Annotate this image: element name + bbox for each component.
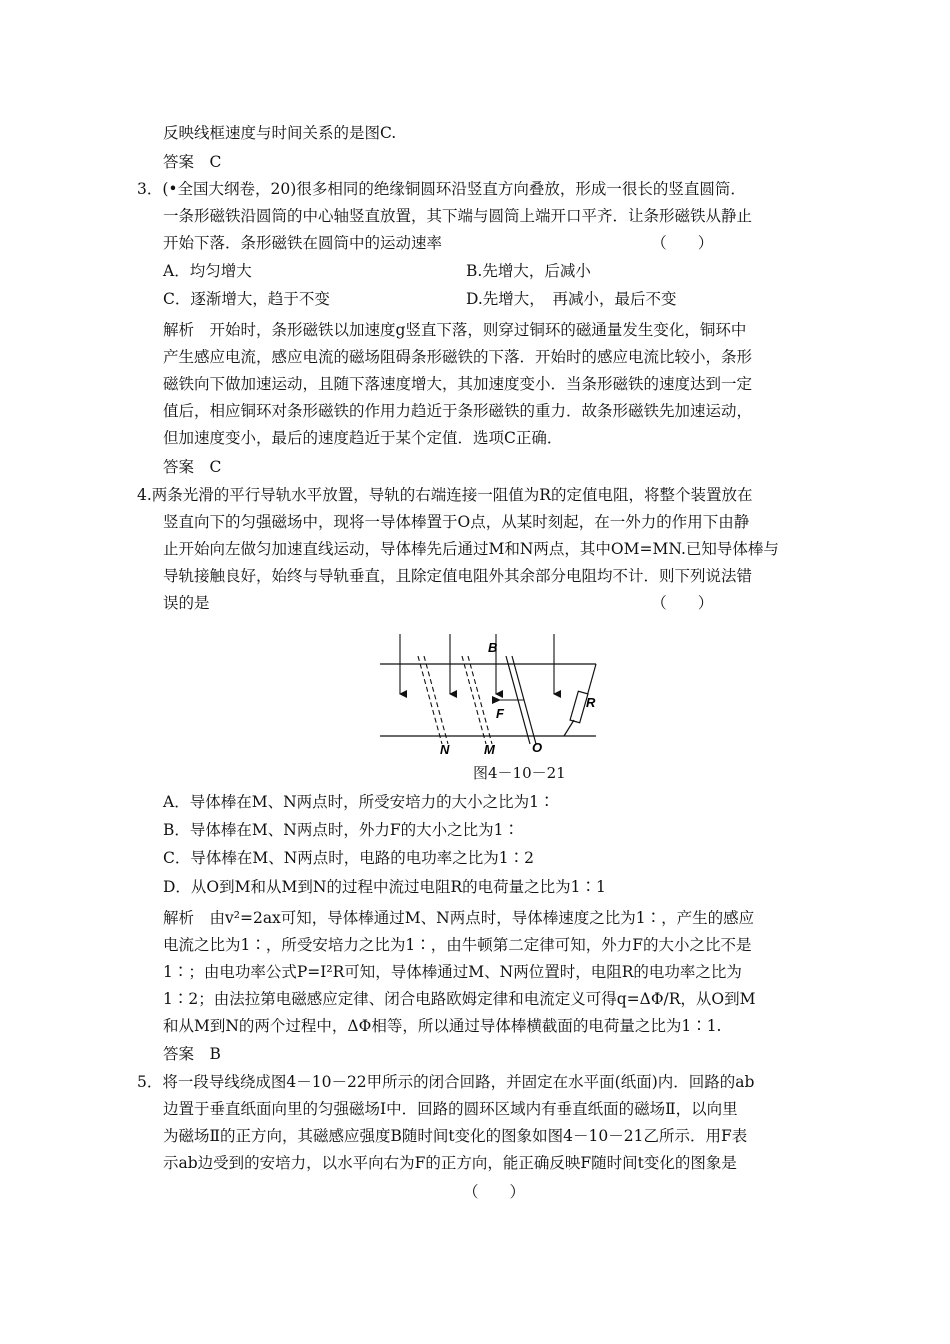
option-c: C．逐渐增大，趋于不变: [163, 290, 330, 308]
label-f: F: [496, 706, 504, 721]
question-3-line: 3．(•全国大纲卷，20)很多相同的绝缘铜圆环沿竖直方向叠放，形成一很长的竖直圆筒．: [137, 180, 746, 198]
question-3-line: 一条形磁铁沿圆筒的中心轴竖直放置，其下端与圆筒上端开口平齐．让条形磁铁从静止: [163, 207, 753, 225]
question-4-line: 导轨接触良好，始终与导轨垂直，且除定值电阻外其余部分电阻均不计．则下列说法错: [163, 567, 753, 585]
label-r: R: [586, 695, 596, 710]
answer-line: 答案 C: [163, 153, 222, 171]
question-3-line: 开始下落．条形磁铁在圆筒中的运动速率 （ ）: [163, 234, 714, 252]
label-m: M: [484, 742, 495, 756]
text-line: 反映线框速度与时间关系的是图C.: [163, 124, 397, 142]
question-4-line: 误的是 （ ）: [163, 594, 714, 612]
label-o: O: [532, 740, 543, 755]
answer-line: 答案 B: [163, 1045, 221, 1063]
answer-line: 答案 C: [163, 458, 222, 476]
rail-diagram: [378, 634, 718, 756]
bar-position-m: [462, 656, 486, 744]
analysis-line: 磁铁向下做加速运动，且随下落速度增大，其加速度变小．当条形磁铁的速度达到一定: [163, 375, 753, 393]
question-5-line: 5．将一段导线绕成图4－10－22甲所示的闭合回路，并固定在水平面(纸面)内．回路的ab: [137, 1073, 755, 1091]
analysis-line: 和从M到N的两个过程中，ΔΦ相等，所以通过导体棒横截面的电荷量之比为1∶1.: [163, 1017, 722, 1035]
option-d: D.先增大， 再减小，最后不变: [466, 290, 677, 308]
option-a: A．均匀增大: [163, 262, 252, 280]
label-b: B: [488, 640, 498, 655]
analysis-line: 解析 由v²=2ax可知，导体棒通过M、N两点时，导体棒速度之比为1∶，产生的感应: [163, 909, 755, 927]
analysis-line: 值后，相应铜环对条形磁铁的作用力趋近于条形磁铁的重力．故条形磁铁先加速运动，: [163, 402, 753, 420]
answer-bracket: （ ）: [463, 1183, 526, 1201]
option-d: D．从O到M和从M到N的过程中流过电阻R的电荷量之比为1∶1: [163, 878, 606, 896]
analysis-line: 1∶2；由法拉第电磁感应定律、闭合电路欧姆定律和电流定义可得q=ΔΦ/R，从O到M: [163, 990, 756, 1008]
question-5-line: 边置于垂直纸面向里的匀强磁场Ⅰ中．回路的圆环区域内有垂直纸面的磁场Ⅱ，以向里: [163, 1100, 738, 1118]
right-end-wire-bottom: [571, 728, 578, 736]
analysis-line: 产生感应电流，感应电流的磁场阻碍条形磁铁的下落．开始时的感应电流比较小，条形: [163, 348, 753, 366]
bar-position-n: [418, 656, 442, 744]
analysis-line: 1∶；由电功率公式P=I²R可知，导体棒通过M、N两位置时，电阻R的电功率之比为: [163, 963, 742, 981]
question-5-line: 示ab边受到的安培力，以水平向右为F的正方向，能正确反映F随时间t变化的图象是: [163, 1154, 737, 1172]
analysis-line: 解析 开始时，条形磁铁以加速度g竖直下落，则穿过铜环的磁通量发生变化，铜环中: [163, 321, 747, 339]
option-a: A．导体棒在M、N两点时，所受安培力的大小之比为1∶: [163, 793, 555, 811]
question-5-line: 为磁场Ⅱ的正方向，其磁感应强度B随时间t变化的图象如图4－10－21乙所示．用F表: [163, 1127, 748, 1145]
option-b: B．导体棒在M、N两点时，外力F的大小之比为1∶: [163, 821, 519, 839]
question-4-line: 竖直向下的匀强磁场中，现将一导体棒置于O点，从某时刻起，在一外力的作用下由静: [163, 513, 750, 531]
option-b: B.先增大，后减小: [466, 262, 591, 280]
question-4-line: 4.两条光滑的平行导轨水平放置，导轨的右端连接一阻值为R的定值电阻，将整个装置放在: [137, 486, 753, 504]
figure-caption: 图4－10－21: [473, 764, 566, 782]
question-4-line: 止开始向左做匀加速直线运动，导体棒先后通过M和N两点，其中OM=MN.已知导体棒与: [163, 540, 779, 558]
option-c: C．导体棒在M、N两点时，电路的电功率之比为1∶2: [163, 849, 535, 867]
analysis-line: 电流之比为1∶，所受安培力之比为1∶，由牛顿第二定律可知，外力F的大小之比不是: [163, 936, 752, 954]
label-n: N: [440, 742, 450, 756]
analysis-line: 但加速度变小，最后的速度趋近于某个定值．选项C正确．: [163, 429, 563, 447]
